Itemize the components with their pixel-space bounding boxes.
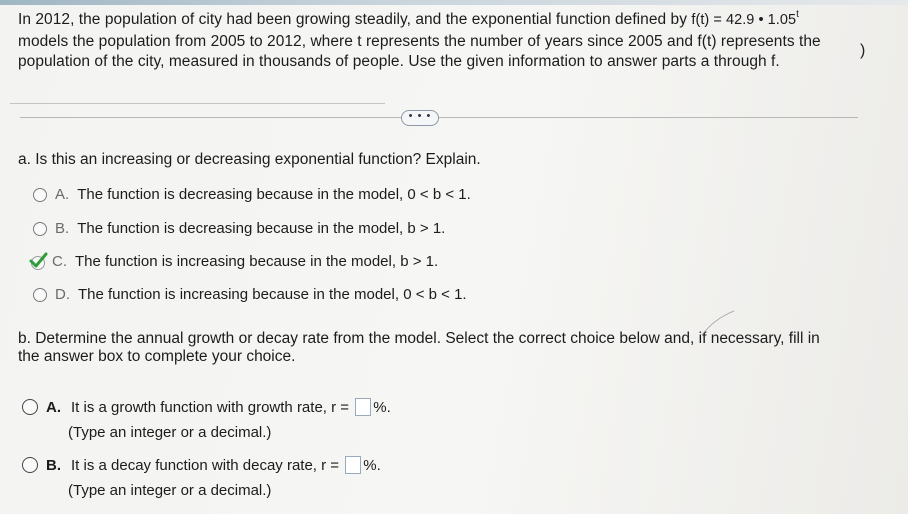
part-b-hint-a: (Type an integer or a decimal.) [68, 424, 272, 441]
decay-rate-input[interactable] [345, 456, 361, 474]
radio-button[interactable] [33, 288, 47, 302]
part-b-option-a[interactable]: A. It is a growth function with growth rate, r = %. [22, 398, 391, 416]
radio-button[interactable] [33, 222, 47, 236]
part-a-option-c[interactable]: C. The function is increasing because in the model, b > 1. [30, 253, 438, 270]
problem-statement [18, 10, 838, 72]
stray-pen-mark [700, 305, 740, 345]
growth-rate-input[interactable] [355, 398, 371, 416]
expand-more-button[interactable]: • • • [401, 110, 439, 126]
part-a-question: a. Is this an increasing or decreasing exponential function? Explain. [18, 151, 481, 168]
part-b-hint-b: (Type an integer or a decimal.) [68, 482, 272, 499]
part-a-option-a[interactable]: A. The function is decreasing because in the model, 0 < b < 1. [33, 186, 471, 203]
problem-line-3: population of the city, measured in thousands of people. Use the given information to answer parts a through f. [18, 53, 780, 70]
top-strip [0, 0, 908, 5]
checkmark-icon [28, 252, 48, 270]
part-a-option-d[interactable]: D. The function is increasing because in the model, 0 < b < 1. [33, 286, 467, 303]
problem-line-2: models the population from 2005 to 2012, where t represents the number of years since 2005 and f(t) represents the [18, 33, 821, 50]
radio-button-selected[interactable] [30, 254, 46, 270]
cut-off-text: ) [860, 42, 866, 59]
problem-line-1: In 2012, the population of city had been growing steadily, and the exponential function defined by f(t) = 42.9 • 1.05$^t$ [18, 9, 799, 28]
radio-button[interactable] [33, 188, 47, 202]
divider [20, 117, 858, 118]
model-formula: f(t) = 42.9 • 1.05$^t$ [691, 9, 799, 28]
radio-button[interactable] [22, 399, 38, 415]
part-a-option-b[interactable]: B. The function is decreasing because in the model, b > 1. [33, 220, 445, 237]
radio-button[interactable] [22, 457, 38, 473]
divider-upper [10, 103, 385, 104]
part-b-question: b. Determine the annual growth or decay rate from the model. Select the correct choice below and, if necessary, fill in the answer box to complete your choice. [18, 330, 820, 365]
part-b-option-b[interactable]: B. It is a decay function with decay rate, r = %. [22, 456, 381, 474]
